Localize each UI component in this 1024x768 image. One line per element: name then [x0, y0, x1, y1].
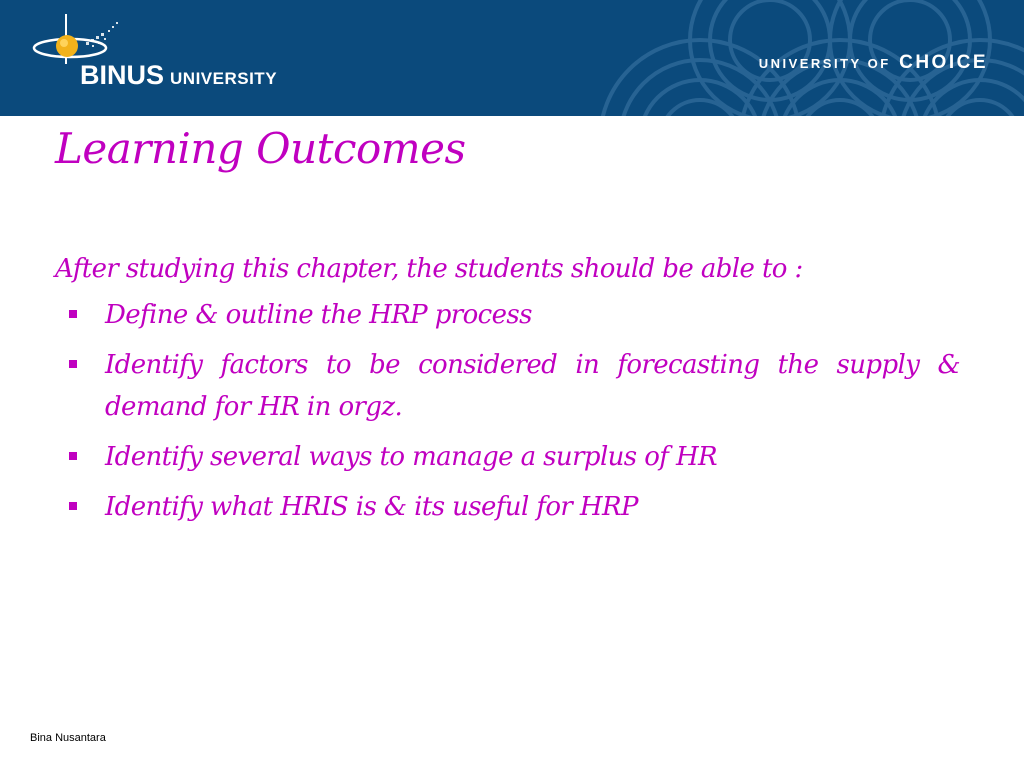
binus-logo — [30, 12, 320, 102]
bullet-icon — [69, 452, 77, 460]
outcome-list — [55, 294, 960, 528]
list-item — [55, 486, 960, 528]
list-item — [55, 344, 960, 428]
tagline-prefix: UNIVERSITY OF — [758, 56, 891, 71]
bullet-icon — [69, 360, 77, 368]
slide-title: Learning Outcomes — [55, 124, 466, 173]
tagline — [759, 52, 988, 74]
header-banner — [0, 0, 1024, 116]
list-item — [55, 294, 960, 336]
tagline-emphasis: CHOICE — [899, 52, 988, 73]
footer-text: Bina Nusantara — [30, 732, 106, 744]
logo-sub-text: UNIVERSITY — [170, 69, 278, 88]
list-item — [55, 436, 960, 478]
intro-text: After studying this chapter, the students should be able to : — [55, 254, 803, 284]
slide-body — [55, 250, 960, 536]
outcome-text: Identify factors to be considered in forecasting the supply & demand for HR in orgz. — [105, 350, 960, 422]
bullet-icon — [69, 310, 77, 318]
logo-main-text: BINUS — [80, 60, 165, 90]
outcome-text: Define & outline the HRP process — [105, 300, 532, 330]
outcome-text: Identify what HRIS is & its useful for HRP — [105, 492, 638, 522]
logo-wordmark — [80, 60, 277, 91]
outcome-text: Identify several ways to manage a surplus of HR — [105, 442, 717, 472]
bullet-icon — [69, 502, 77, 510]
